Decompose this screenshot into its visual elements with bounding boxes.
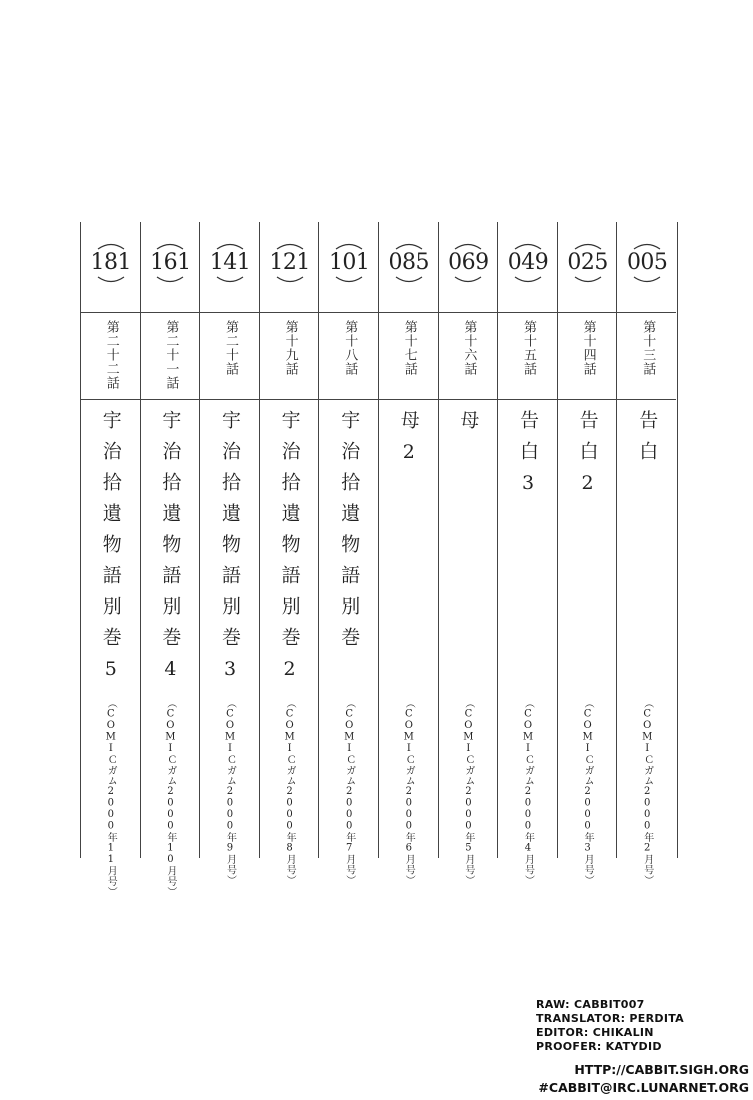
toc-source-note: （COMIＣガム2000年2月号） <box>641 698 653 886</box>
bracket-top-icon <box>96 242 126 250</box>
toc-chapter-title: 告白 <box>636 410 659 472</box>
page-number-text: 161 <box>150 250 191 275</box>
page-number-text: 181 <box>90 250 132 275</box>
page-number-text: 085 <box>388 250 430 275</box>
toc-page-number <box>439 242 499 284</box>
bracket-top-icon <box>394 242 424 250</box>
toc-chapter-label: 第十七話 <box>401 320 417 376</box>
bracket-top-icon <box>513 242 543 250</box>
bracket-top-icon <box>573 242 603 250</box>
bracket-top-icon <box>155 242 185 250</box>
bracket-bottom-icon <box>215 276 245 284</box>
table-of-contents <box>80 222 676 897</box>
page-number-text: 025 <box>567 250 608 275</box>
toc-entry <box>80 222 141 897</box>
toc-page-number <box>200 242 260 284</box>
toc-page-number <box>141 242 201 284</box>
toc-source-note: （COMIＣガム2000年3月号） <box>582 698 594 886</box>
toc-chapter-label: 第十四話 <box>580 320 596 376</box>
page-number-text: 121 <box>269 250 310 275</box>
page-number-text: 005 <box>626 250 668 275</box>
page-number-text: 101 <box>328 250 370 275</box>
toc-source-note: （COMIＣガム2000年6月号） <box>403 698 415 886</box>
toc-chapter-label: 第十六話 <box>461 320 477 376</box>
toc-page-number <box>617 242 677 284</box>
bracket-top-icon <box>453 242 483 250</box>
bracket-bottom-icon <box>96 276 126 284</box>
bracket-top-icon <box>334 242 364 250</box>
bracket-bottom-icon <box>573 276 603 284</box>
bracket-top-icon <box>632 242 662 250</box>
toc-page-number <box>260 242 320 284</box>
credit-editor: EDITOR: CHIKALIN <box>536 1026 654 1039</box>
page-number-text: 141 <box>209 250 251 275</box>
toc-chapter-title: 告白3 <box>516 410 539 506</box>
toc-chapter-label: 第二十二話 <box>103 320 119 390</box>
toc-source-note: （COMIＣガム2000年4月号） <box>522 698 534 886</box>
toc-source-note: （COMIＣガム2000年5月号） <box>462 698 474 886</box>
toc-chapter-label: 第十五話 <box>520 320 536 376</box>
bracket-bottom-icon <box>155 276 185 284</box>
toc-page-number <box>498 242 558 284</box>
toc-source-note: （COMIＣガム2000年11月号） <box>105 698 117 897</box>
toc-chapter-label: 第十三話 <box>640 320 656 376</box>
toc-source-note: （COMIＣガム2000年9月号） <box>224 698 236 886</box>
page-number-text: 049 <box>507 250 549 275</box>
toc-entry <box>378 222 439 886</box>
toc-chapter-label: 第二十一話 <box>163 320 179 390</box>
toc-chapter-title: 宇治拾遺物語別巻2 <box>278 410 301 692</box>
toc-entry <box>616 222 678 886</box>
toc-entry <box>557 222 618 886</box>
toc-chapter-title: 宇治拾遺物語別巻5 <box>99 410 122 692</box>
bracket-bottom-icon <box>632 276 662 284</box>
toc-entry <box>497 222 558 886</box>
toc-chapter-label: 第十九話 <box>282 320 298 376</box>
credit-proofer: PROOFER: KATYDID <box>536 1040 662 1053</box>
irc-channel: #CABBIT@IRC.LUNARNET.ORG <box>538 1080 749 1095</box>
toc-chapter-title: 宇治拾遺物語別巻 <box>338 410 361 658</box>
credit-raw: RAW: CABBIT007 <box>536 998 645 1011</box>
toc-chapter-label: 第二十話 <box>222 320 238 376</box>
bracket-bottom-icon <box>453 276 483 284</box>
toc-page-number <box>81 242 141 284</box>
toc-source-note: （COMIＣガム2000年7月号） <box>343 698 355 886</box>
toc-page-number <box>558 242 618 284</box>
toc-source-note: （COMIＣガム2000年8月号） <box>284 698 296 886</box>
scanlation-links <box>538 1061 749 1097</box>
toc-entry <box>140 222 201 897</box>
toc-chapter-title: 告白2 <box>576 410 599 506</box>
toc-entry <box>259 222 320 886</box>
toc-chapter-title: 宇治拾遺物語別巻3 <box>218 410 241 692</box>
toc-page-number <box>379 242 439 284</box>
toc-chapter-label: 第十八話 <box>342 320 358 376</box>
bracket-bottom-icon <box>513 276 543 284</box>
bracket-top-icon <box>275 242 305 250</box>
scanlation-credits <box>536 998 684 1054</box>
page-number-text: 069 <box>448 250 489 275</box>
toc-entry <box>318 222 379 886</box>
bracket-top-icon <box>215 242 245 250</box>
website-link[interactable]: HTTP://CABBIT.SIGH.ORG <box>574 1062 749 1077</box>
toc-page-number <box>319 242 379 284</box>
credit-translator: TRANSLATOR: PERDITA <box>536 1012 684 1025</box>
toc-source-note: （COMIＣガム2000年10月号） <box>164 698 176 897</box>
toc-entry <box>438 222 499 886</box>
toc-chapter-title: 母2 <box>397 410 420 475</box>
bracket-bottom-icon <box>275 276 305 284</box>
bracket-bottom-icon <box>334 276 364 284</box>
toc-entry <box>199 222 260 886</box>
bracket-bottom-icon <box>394 276 424 284</box>
toc-chapter-title: 宇治拾遺物語別巻4 <box>159 410 182 692</box>
toc-chapter-title: 母 <box>457 410 480 441</box>
